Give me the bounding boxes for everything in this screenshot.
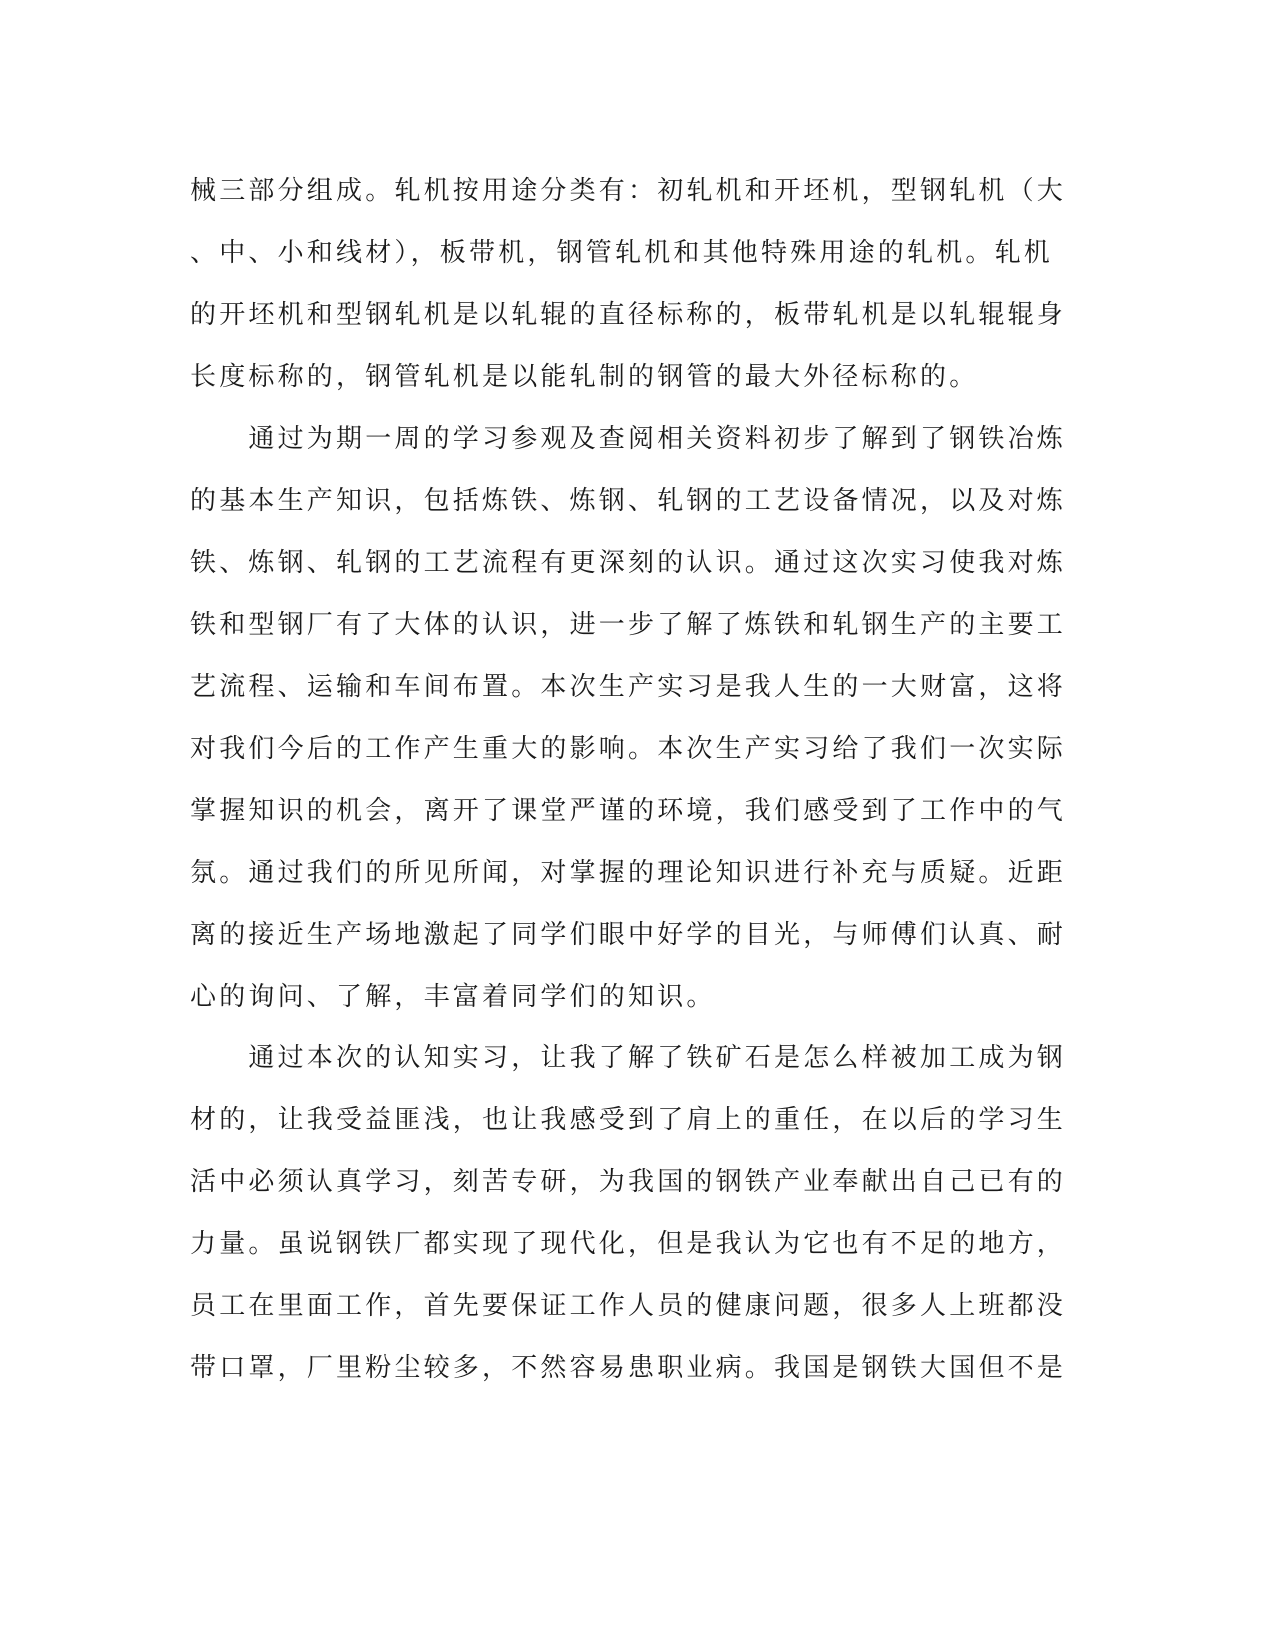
text-line: 的基本生产知识，包括炼铁、炼钢、轧钢的工艺设备情况，以及对炼 bbox=[190, 486, 1067, 516]
text-line: 的开坯机和型钢轧机是以轧辊的直径标称的，板带轧机是以轧辊辊身 bbox=[190, 300, 1067, 330]
text-line: 铁、炼钢、轧钢的工艺流程有更深刻的认识。通过这次实习使我对炼 bbox=[190, 548, 1067, 578]
text-line: 材的，让我受益匪浅，也让我感受到了肩上的重任，在以后的学习生 bbox=[190, 1105, 1067, 1135]
text-line: 通过为期一周的学习参观及查阅相关资料初步了解到了钢铁冶炼 bbox=[190, 424, 1067, 454]
text-line: 对我们今后的工作产生重大的影响。本次生产实习给了我们一次实际 bbox=[190, 734, 1067, 764]
text-line: 铁和型钢厂有了大体的认识，进一步了解了炼铁和轧钢生产的主要工 bbox=[190, 610, 1067, 640]
paragraph-internship-reflection bbox=[190, 1027, 1070, 1399]
text-line: 离的接近生产场地激起了同学们眼中好学的目光，与师傅们认真、耐 bbox=[190, 920, 1067, 950]
text-line: 通过本次的认知实习，让我了解了铁矿石是怎么样被加工成为钢 bbox=[190, 1043, 1067, 1073]
text-line: 械三部分组成。轧机按用途分类有：初轧机和开坯机，型钢轧机（大 bbox=[190, 176, 1067, 206]
text-line: 艺流程、运输和车间布置。本次生产实习是我人生的一大财富，这将 bbox=[190, 672, 1067, 702]
paragraph-rolling-mill-classification bbox=[190, 160, 1070, 408]
text-line: 、中、小和线材），板带机，钢管轧机和其他特殊用途的轧机。轧机 bbox=[190, 238, 1054, 268]
text-line: 氛。通过我们的所见所闻，对掌握的理论知识进行补充与质疑。近距 bbox=[190, 858, 1067, 888]
text-line: 长度标称的，钢管轧机是以能轧制的钢管的最大外径标称的。 bbox=[190, 362, 979, 392]
text-line: 带口罩，厂里粉尘较多，不然容易患职业病。我国是钢铁大国但不是 bbox=[190, 1353, 1067, 1383]
text-line: 活中必须认真学习，刻苦专研，为我国的钢铁产业奉献出自己已有的 bbox=[190, 1167, 1067, 1197]
paragraph-internship-learning bbox=[190, 408, 1070, 1028]
text-line: 掌握知识的机会，离开了课堂严谨的环境，我们感受到了工作中的气 bbox=[190, 796, 1067, 826]
text-line: 员工在里面工作，首先要保证工作人员的健康问题，很多人上班都没 bbox=[190, 1291, 1067, 1321]
text-line: 心的询问、了解，丰富着同学们的知识。 bbox=[190, 982, 716, 1012]
text-line: 力量。虽说钢铁厂都实现了现代化，但是我认为它也有不足的地方， bbox=[190, 1229, 1067, 1259]
